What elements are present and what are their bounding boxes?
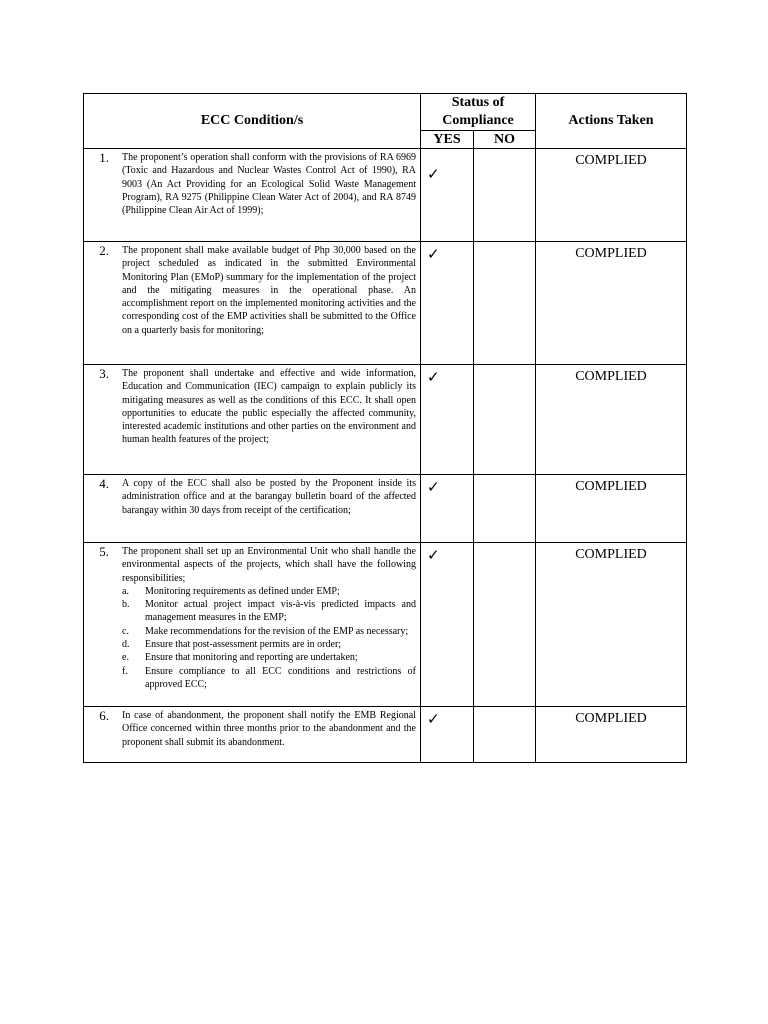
condition-text-block [122, 367, 416, 447]
responsibilities-list [122, 585, 416, 691]
table-row [84, 242, 687, 365]
yes-cell [421, 475, 474, 543]
list-item-letter: b. [122, 599, 130, 611]
list-item-text: Monitoring requirements as defined under EMP; [145, 585, 340, 597]
condition-cell [84, 475, 421, 543]
no-cell [474, 707, 536, 763]
condition-cell [84, 365, 421, 475]
yes-cell [421, 707, 474, 763]
header-actions-taken: Actions Taken [536, 94, 687, 149]
ecc-compliance-table [83, 93, 687, 763]
list-item-letter: f. [122, 665, 128, 677]
no-cell [474, 242, 536, 365]
condition-number: 3. [99, 366, 109, 381]
list-item-letter: a. [122, 585, 129, 597]
table-row [84, 707, 687, 763]
list-item-text: Ensure that monitoring and reporting are undertaken; [145, 652, 358, 664]
yes-cell [421, 242, 474, 365]
condition-cell [84, 543, 421, 707]
table-row [84, 543, 687, 707]
action-taken-cell: COMPLIED [536, 149, 687, 242]
header-yes: YES [421, 131, 474, 149]
list-item [122, 665, 416, 692]
condition-text-block [122, 545, 416, 691]
list-item-text: Ensure that post-assessment permits are in order; [145, 639, 342, 651]
no-cell [474, 365, 536, 475]
table-row [84, 149, 687, 242]
condition-cell [84, 149, 421, 242]
table-body [84, 149, 687, 763]
condition-text: The proponent shall set up an Environmental Unit who shall handle the environmental aspects of the projects, which shall have the following responsibilities; [122, 546, 416, 584]
list-item-text: Make recommendations for the revision of the EMP as necessary; [145, 625, 409, 637]
action-taken-cell: COMPLIED [536, 242, 687, 365]
condition-number: 2. [99, 243, 109, 258]
condition-text: A copy of the ECC shall also be posted by the Proponent inside its administration office and at the barangay bulletin board of the affected barangay within 30 days from receipt of the certification; [122, 478, 416, 516]
condition-number: 6. [99, 708, 109, 723]
condition-text: The proponent shall undertake and effective and wide information, Education and Communication (IEC) campaign to explain publicly its mitigating measures as well as the conditions of this ECC. It shall open opportunities to educate the public especially the affected community, interested academic institutions and other parties on the environment and human health features of the project; [122, 368, 416, 446]
list-item-text: Ensure compliance to all ECC conditions and restrictions of approved ECC; [145, 665, 416, 690]
check-mark-icon: ✓ [427, 478, 440, 496]
yes-cell [421, 543, 474, 707]
condition-number: 4. [99, 476, 109, 491]
condition-text-block [122, 709, 416, 749]
yes-cell [421, 149, 474, 242]
list-item-letter: e. [122, 652, 129, 664]
no-cell [474, 149, 536, 242]
table-row [84, 365, 687, 475]
condition-cell [84, 242, 421, 365]
action-taken-cell: COMPLIED [536, 707, 687, 763]
condition-text: The proponent’s operation shall conform with the provisions of RA 6969 (Toxic and Hazardous and Nuclear Wastes Control Act of 1990), RA 9003 (An Act Providing for an Ecological Solid Waste Management Program), RA 9275 (Philippine Clean Water Act of 2004), and RA 8749 (Philippine Clean Air Act of 1999); [122, 152, 416, 217]
action-taken-cell: COMPLIED [536, 365, 687, 475]
list-item [122, 598, 416, 625]
condition-text: The proponent shall make available budget of Php 30,000 based on the project scheduled as indicated in the submitted Environmental Monitoring Plan (EMoP) summary for the implementation of the project and the mitigating measures in the operational phase. An accomplishment report on the implemented monitoring activities and the corresponding cost of the EMP activities shall be submitted to the Office on a quarterly basis for monitoring; [122, 245, 416, 336]
list-item [122, 651, 416, 664]
check-mark-icon: ✓ [427, 546, 440, 564]
condition-number: 1. [99, 150, 109, 165]
condition-text-block [122, 244, 416, 337]
list-item-text: Monitor actual project impact vis-à-vis predicted impacts and management measures in the EMP; [145, 599, 416, 624]
table-row [84, 475, 687, 543]
check-mark-icon: ✓ [427, 710, 440, 728]
condition-number: 5. [99, 544, 109, 559]
list-item-letter: c. [122, 625, 129, 637]
condition-text-block [122, 477, 416, 517]
check-mark-icon: ✓ [427, 165, 440, 183]
action-taken-cell: COMPLIED [536, 475, 687, 543]
action-taken-cell: COMPLIED [536, 543, 687, 707]
list-item [122, 638, 416, 651]
condition-text-block [122, 151, 416, 217]
yes-cell [421, 365, 474, 475]
no-cell [474, 543, 536, 707]
list-item [122, 585, 416, 598]
condition-cell [84, 707, 421, 763]
list-item-letter: d. [122, 639, 130, 651]
header-no: NO [474, 131, 536, 149]
check-mark-icon: ✓ [427, 245, 440, 263]
no-cell [474, 475, 536, 543]
header-status-of-compliance: Status of Compliance [421, 94, 536, 131]
check-mark-icon: ✓ [427, 368, 440, 386]
list-item [122, 625, 416, 638]
condition-text: In case of abandonment, the proponent shall notify the EMB Regional Office concerned within three months prior to the abandonment and the proponent shall submit its abandonment. [122, 710, 416, 748]
header-ecc-condition: ECC Condition/s [84, 94, 421, 149]
